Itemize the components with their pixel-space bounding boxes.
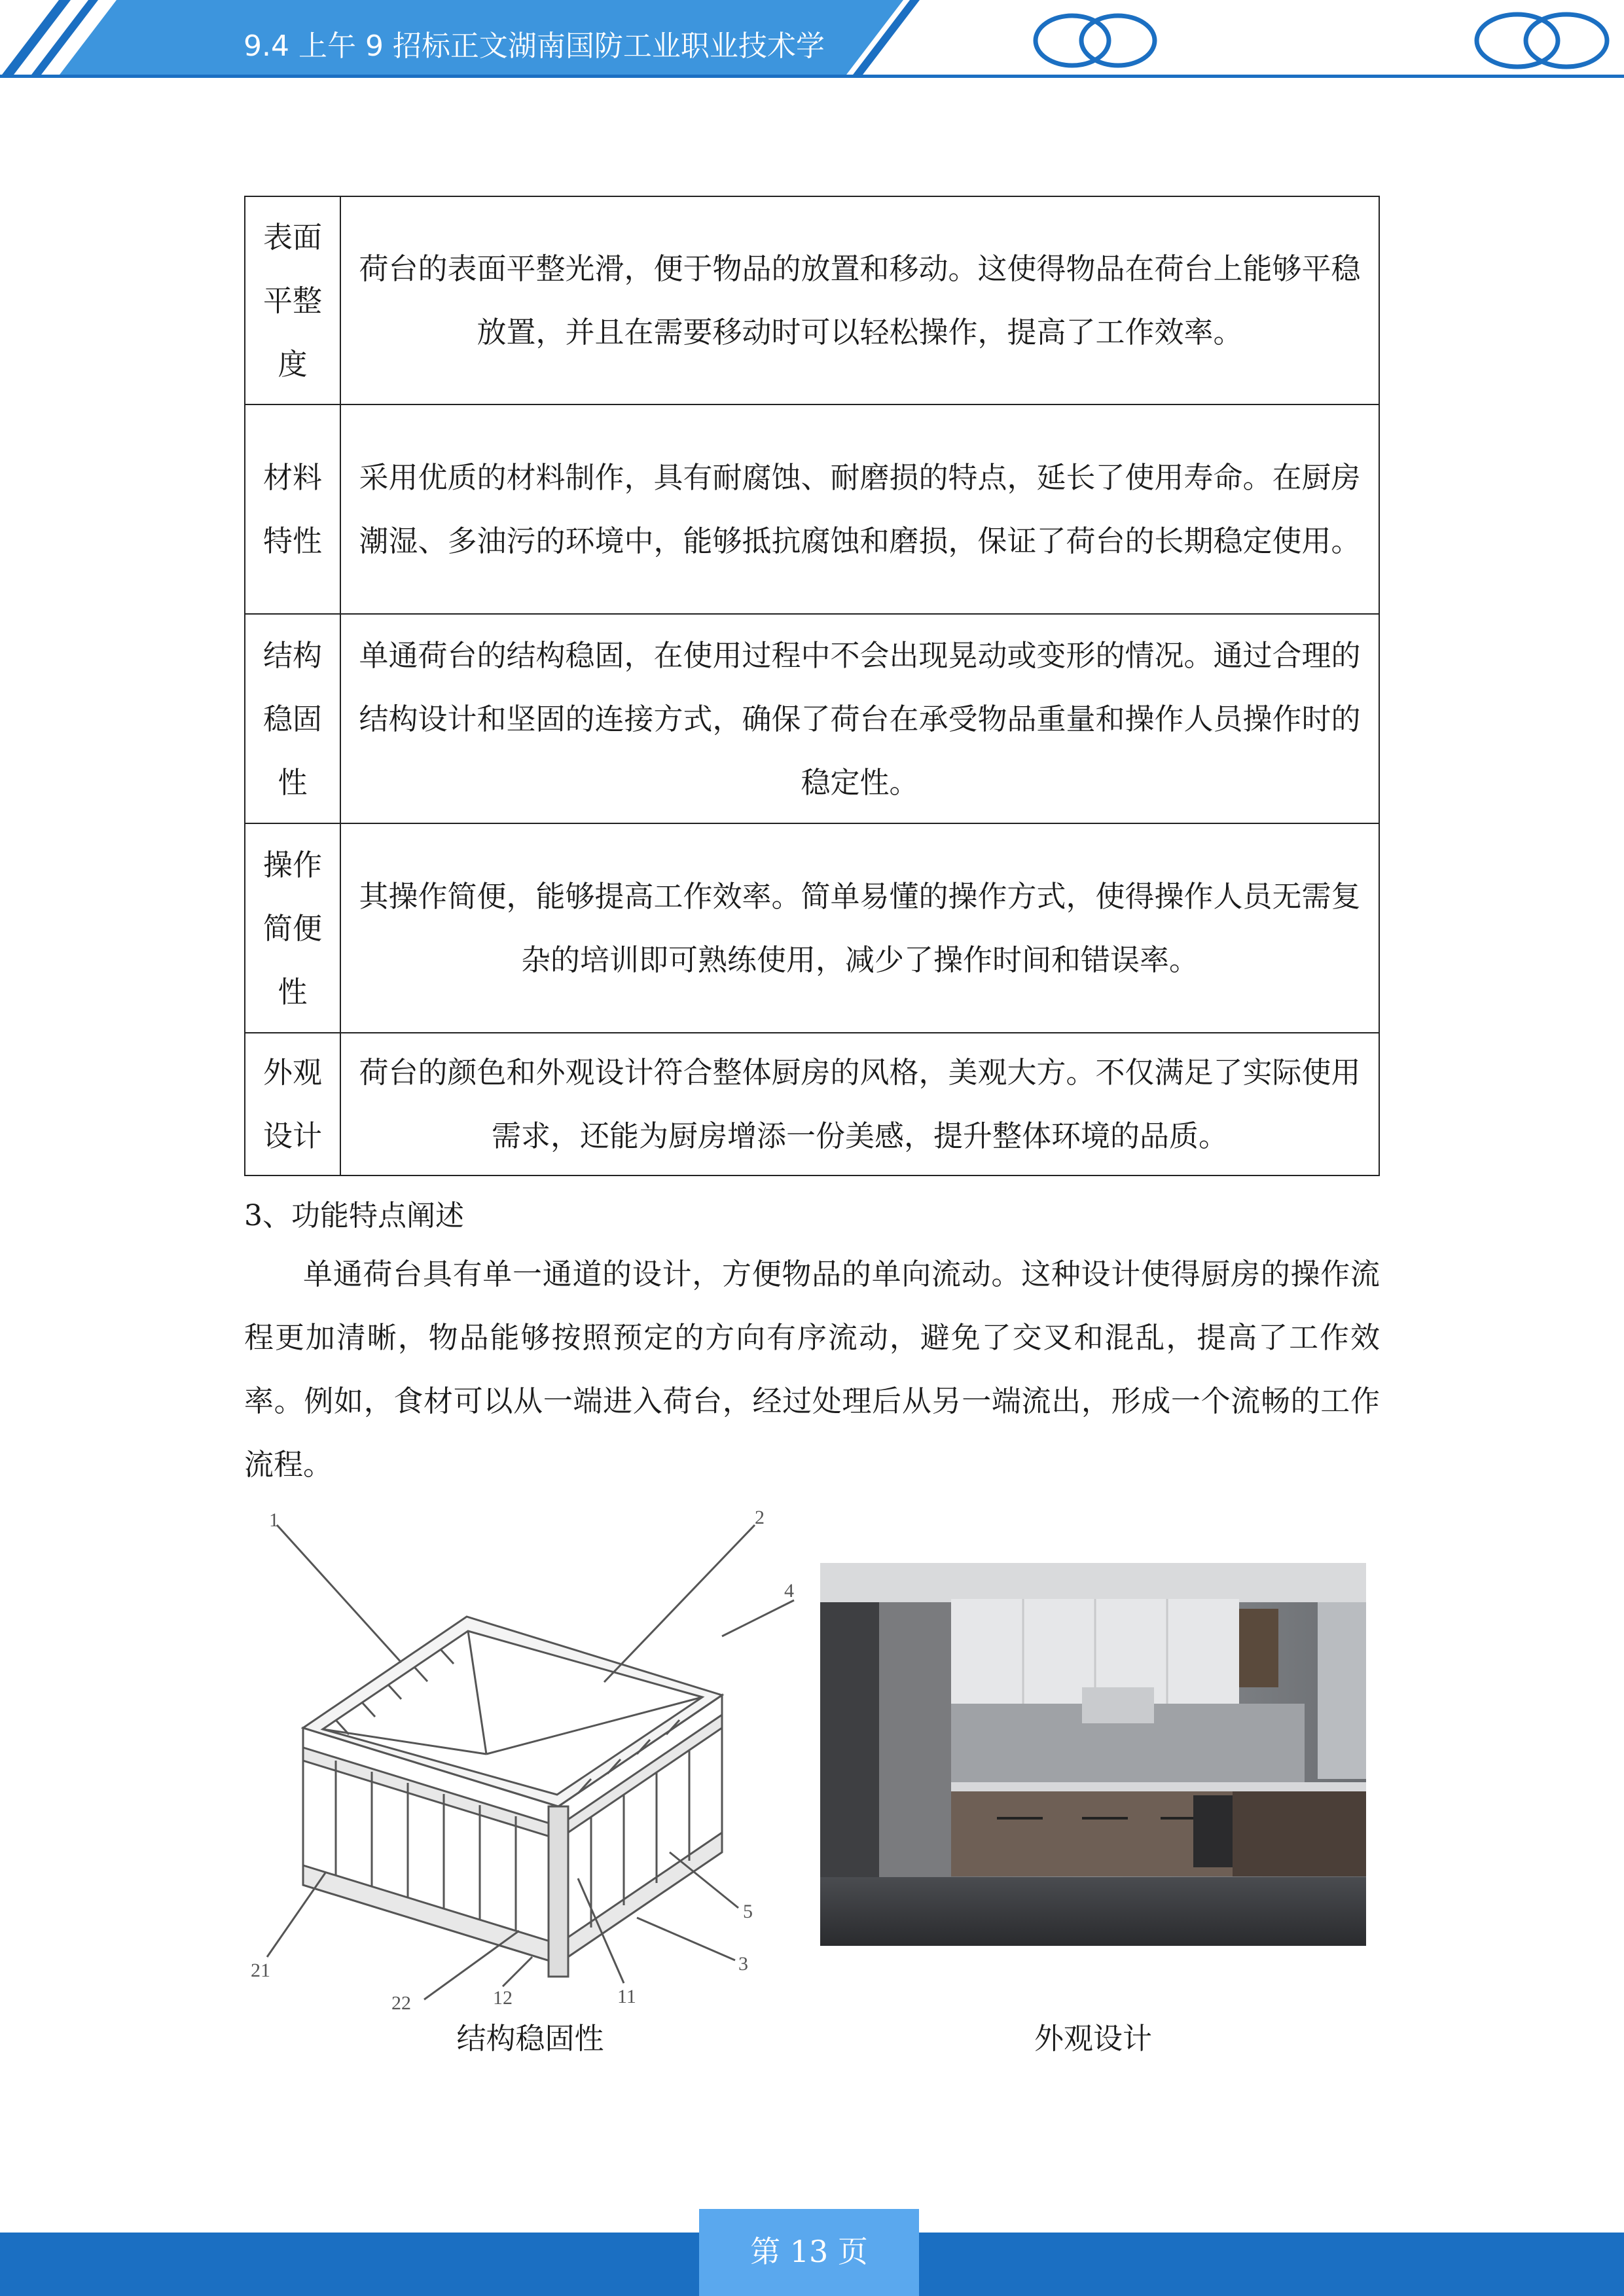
section-paragraph: 单通荷台具有单一通道的设计，方便物品的单向流动。这种设计使得厨房的操作流程更加清晰，物品能够按照预定的方向有序流动，避免了交叉和混乱，提高了工作效率。例如，食材可以从一端进入荷台，经过处理后从另一端流出，形成一个流畅的工作流程。 — [244, 1257, 1380, 1482]
part-label: 4 — [784, 1580, 794, 1602]
logo-rings-icon — [1036, 16, 1155, 65]
row-label: 操作简便性 — [245, 823, 340, 1033]
row-content: 采用优质的材料制作，具有耐腐蚀、耐磨损的特点，延长了使用寿命。在厨房潮湿、多油污的环境中，能够抵抗腐蚀和磨损，保证了荷台的长期稳定使用。 — [340, 404, 1379, 614]
table-row — [245, 404, 1379, 614]
part-label: 3 — [738, 1953, 748, 1975]
header-title: 9.4 上午 9 招标正文湖南国防工业职业技术学 — [244, 29, 825, 63]
page-number: 第 13 页 — [750, 2234, 868, 2269]
table-row — [245, 1033, 1379, 1175]
table-row — [245, 823, 1379, 1033]
row-content: 其操作简便，能够提高工作效率。简单易懂的操作方式，使得操作人员无需复杂的培训即可熟练使用，减少了操作时间和错误率。 — [340, 823, 1379, 1033]
row-label: 表面平整度 — [245, 196, 340, 404]
part-label: 2 — [755, 1507, 765, 1528]
row-content: 荷台的表面平整光滑，便于物品的放置和移动。这使得物品在荷台上能够平稳放置，并且在需要移动时可以轻松操作，提高了工作效率。 — [340, 196, 1379, 404]
part-label: 5 — [743, 1901, 753, 1922]
row-content: 单通荷台的结构稳固，在使用过程中不会出现晃动或变形的情况。通过合理的结构设计和坚固的连接方式，确保了荷台在承受物品重量和操作人员操作时的稳定性。 — [340, 614, 1379, 823]
row-label: 外观设计 — [245, 1033, 340, 1175]
row-label: 材料特性 — [245, 404, 340, 614]
spec-table — [244, 196, 1380, 1176]
logo-rings-right-icon — [1477, 14, 1607, 67]
part-label: 22 — [391, 1992, 411, 2009]
part-label: 12 — [493, 1987, 513, 2009]
row-content: 荷台的颜色和外观设计符合整体厨房的风格，美观大方。不仅满足了实际使用需求，还能为厨房增添一份美感，提升整体环境的品质。 — [340, 1033, 1379, 1175]
part-label: 11 — [617, 1986, 636, 2007]
figure-caption-left: 结构稳固性 — [456, 2021, 604, 2056]
section-heading: 3、功能特点阐述 — [244, 1199, 464, 1232]
kitchen-photo-figure — [820, 1563, 1366, 1946]
page-header — [0, 0, 1624, 85]
part-label: 21 — [251, 1960, 270, 1981]
figure-caption-right: 外观设计 — [1034, 2021, 1152, 2056]
part-label: 1 — [269, 1509, 279, 1531]
structure-drawing — [251, 1499, 807, 2009]
structure-drawing-figure — [251, 1499, 807, 2009]
kitchen-photo — [820, 1563, 1366, 1946]
table-row — [245, 614, 1379, 823]
table-row — [245, 196, 1379, 404]
row-label: 结构稳固性 — [245, 614, 340, 823]
